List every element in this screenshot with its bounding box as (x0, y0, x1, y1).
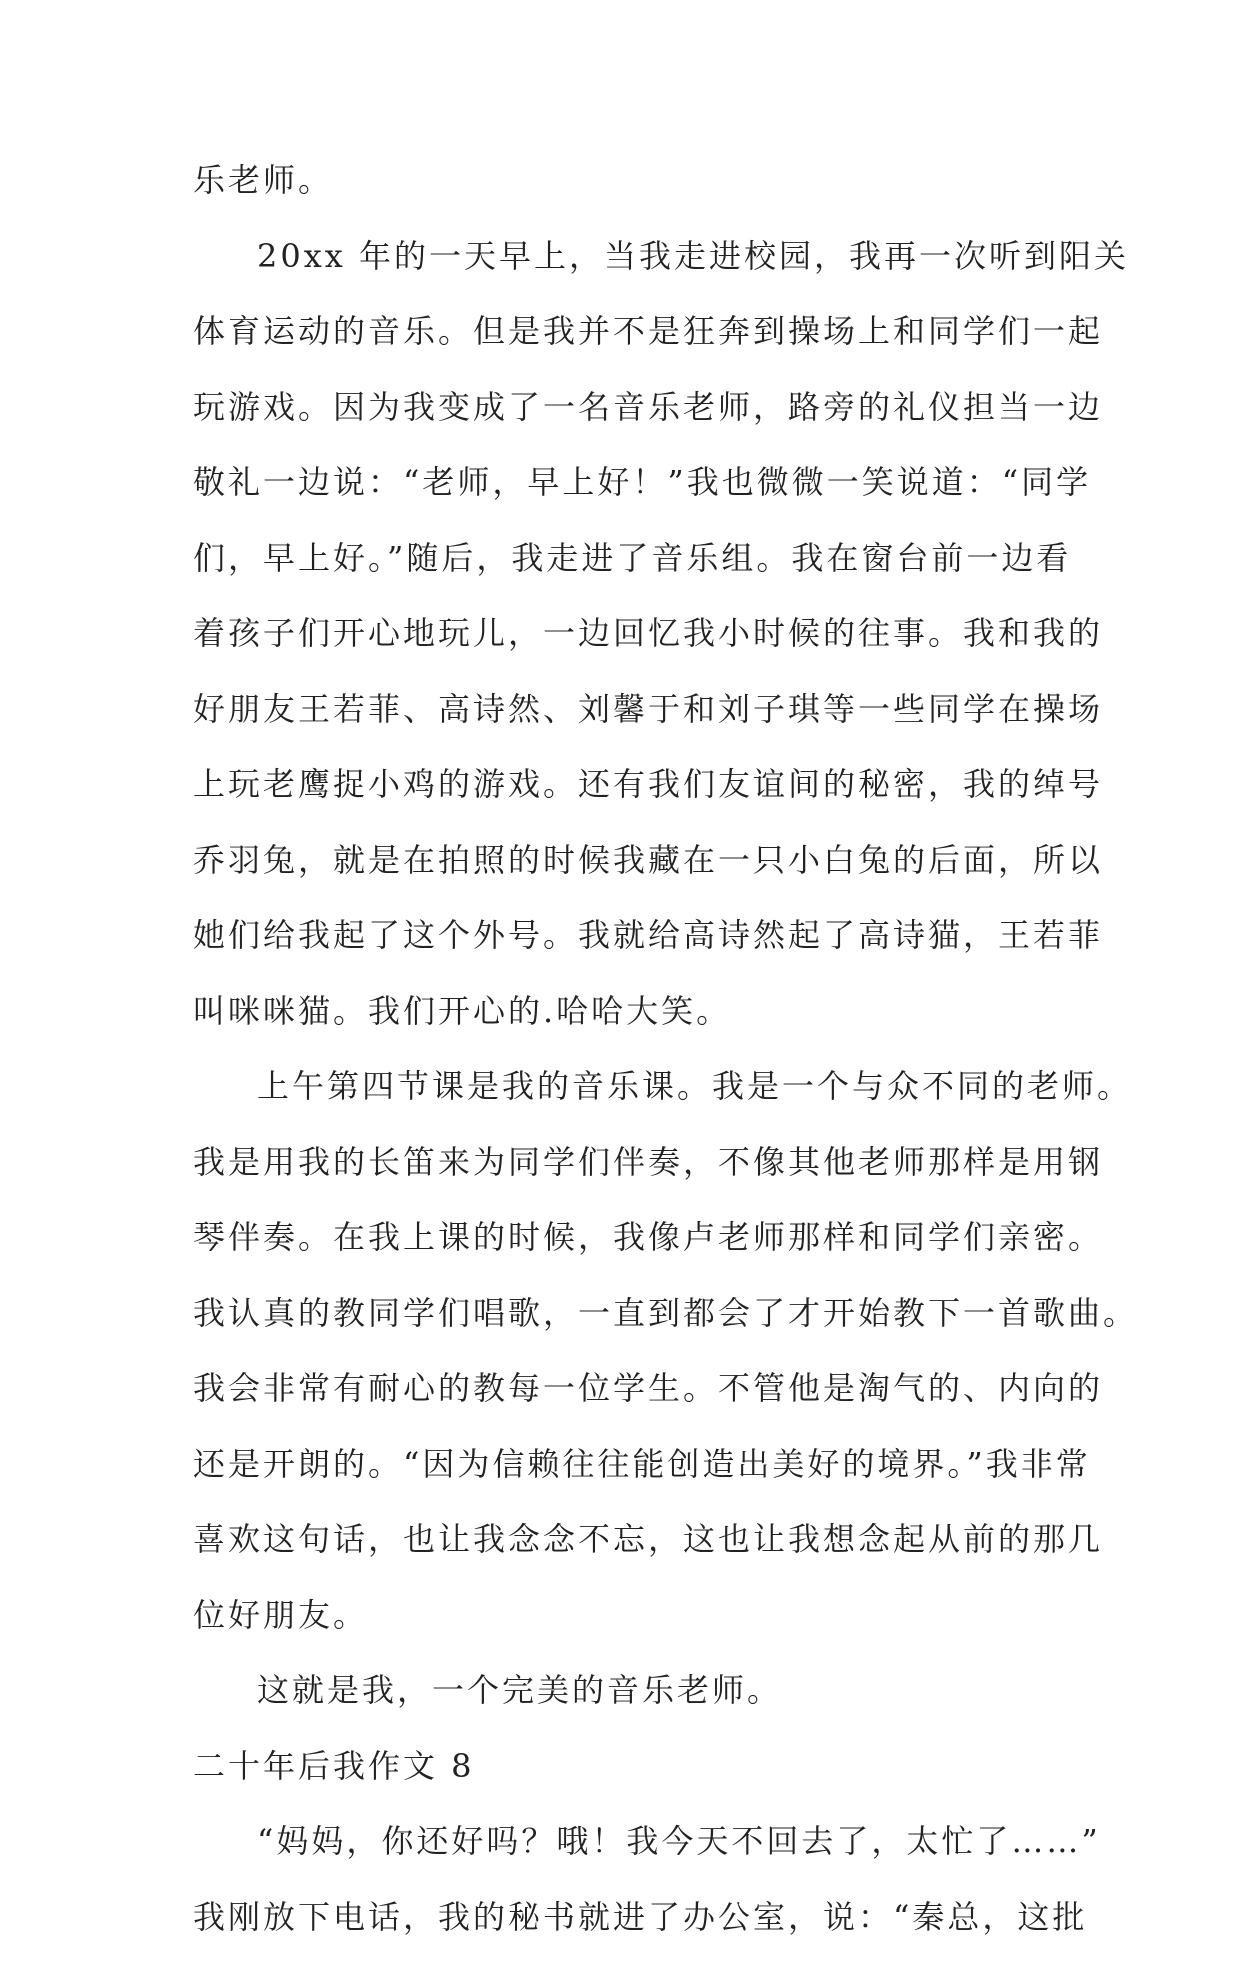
paragraph-line: 这就是我，一个完美的音乐老师。 (193, 1670, 1073, 1746)
paragraph-line: 们，早上好。”随后，我走进了音乐组。我在窗台前一边看 (193, 538, 1073, 614)
paragraph-line: 叫咪咪猫。我们开心的.哈哈大笑。 (193, 991, 1073, 1067)
paragraph-line: 体育运动的音乐。但是我并不是狂奔到操场上和同学们一起 (193, 311, 1073, 387)
paragraph-line: 上玩老鹰捉小鸡的游戏。还有我们友谊间的秘密，我的绰号 (193, 764, 1073, 840)
paragraph-line: 我刚放下电话，我的秘书就进了办公室，说：“秦总，这批 (193, 1897, 1073, 1972)
paragraph-line: 还是开朗的。“因为信赖往往能创造出美好的境界。”我非常 (193, 1444, 1073, 1520)
paragraph-line: 玩游戏。因为我变成了一名音乐老师，路旁的礼仪担当一边 (193, 387, 1073, 463)
paragraph-line: 着孩子们开心地玩儿，一边回忆我小时候的往事。我和我的 (193, 613, 1073, 689)
paragraph-line: 我会非常有耐心的教每一位学生。不管他是淘气的、内向的 (193, 1368, 1073, 1444)
paragraph-line: 20xx 年的一天早上，当我走进校园，我再一次听到阳关 (193, 236, 1073, 312)
section-heading: 二十年后我作文 8 (193, 1746, 1073, 1822)
paragraph-line: 她们给我起了这个外号。我就给高诗然起了高诗猫，王若菲 (193, 915, 1073, 991)
paragraph-line: 乔羽兔，就是在拍照的时候我藏在一只小白兔的后面，所以 (193, 840, 1073, 916)
paragraph-line: “妈妈，你还好吗？哦！我今天不回去了，太忙了……” (193, 1821, 1073, 1897)
paragraph-line: 我是用我的长笛来为同学们伴奏，不像其他老师那样是用钢 (193, 1142, 1073, 1218)
paragraph-line: 位好朋友。 (193, 1595, 1073, 1671)
document-body (193, 160, 1073, 1972)
paragraph-line: 敬礼一边说：“老师，早上好！”我也微微一笑说道：“同学 (193, 462, 1073, 538)
paragraph-line: 我认真的教同学们唱歌，一直到都会了才开始教下一首歌曲。 (193, 1293, 1073, 1369)
paragraph-line: 好朋友王若菲、高诗然、刘馨于和刘子琪等一些同学在操场 (193, 689, 1073, 765)
paragraph-line: 乐老师。 (193, 160, 1073, 236)
paragraph-line: 喜欢这句话，也让我念念不忘，这也让我想念起从前的那几 (193, 1519, 1073, 1595)
paragraph-line: 上午第四节课是我的音乐课。我是一个与众不同的老师。 (193, 1066, 1073, 1142)
paragraph-line: 琴伴奏。在我上课的时候，我像卢老师那样和同学们亲密。 (193, 1217, 1073, 1293)
